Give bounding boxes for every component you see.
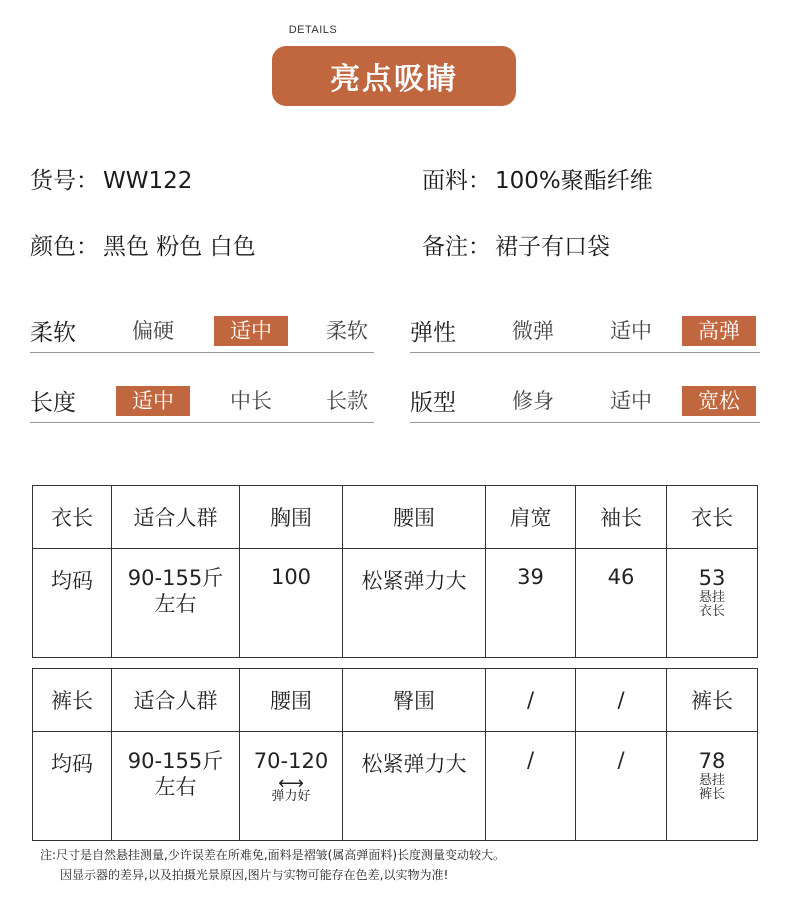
length-value: 78 [698, 749, 726, 773]
people-line: 90-155斤 [127, 566, 224, 590]
empty-cell: / [576, 732, 667, 841]
length-note: 裤长 [698, 787, 725, 802]
attr-fit [410, 376, 760, 423]
remark [422, 228, 610, 261]
attr-name: 长度 [30, 390, 76, 416]
header-cell: 适合人群 [112, 669, 240, 732]
waist-cell: 松紧弹力大 [343, 549, 486, 658]
attr-name: 版型 [410, 390, 456, 416]
header-cell: 臀围 [343, 669, 486, 732]
shoulder-cell: 39 [486, 549, 576, 658]
people-line: 90-155斤 [127, 749, 224, 773]
header-cell: 适合人群 [112, 486, 240, 549]
header-cell: 腰围 [240, 669, 343, 732]
length-cell [667, 732, 758, 841]
sleeve-cell: 46 [576, 549, 667, 658]
people-cell [112, 732, 240, 841]
attr-option: 微弹 [512, 319, 554, 343]
item-number-value: WW122 [103, 168, 193, 194]
fabric-label: 面料： [422, 168, 491, 194]
attr-softness [30, 306, 374, 353]
attr-option-selected: 适中 [214, 316, 288, 346]
table-row [33, 549, 758, 658]
attr-option: 修身 [512, 389, 554, 413]
header-cell: 腰围 [343, 486, 486, 549]
people-line: 左右 [154, 775, 197, 799]
length-cell [667, 549, 758, 658]
length-note: 悬挂 [698, 773, 725, 788]
header-cell: / [486, 669, 576, 732]
attr-option: 柔软 [326, 319, 368, 343]
attr-length [30, 376, 374, 423]
header-cell: 衣长 [33, 486, 112, 549]
waist-note: 弹力好 [271, 789, 311, 804]
hip-cell: 松紧弹力大 [343, 732, 486, 841]
empty-cell: / [486, 732, 576, 841]
header-cell: 衣长 [667, 486, 758, 549]
color-label: 颜色： [30, 234, 99, 260]
length-value: 53 [698, 566, 726, 590]
length-note: 衣长 [698, 604, 725, 619]
table-header-row [33, 486, 758, 549]
table-header-row [33, 669, 758, 732]
header-cell: / [576, 669, 667, 732]
bottom-size-table [32, 668, 758, 841]
note-line-2: 因显示器的差异,以及拍摄光景原因,图片与实物可能存在色差,以实物为准! [60, 868, 449, 882]
item-number-label: 货号： [30, 168, 99, 194]
item-number [30, 162, 192, 195]
header-cell: 裤长 [33, 669, 112, 732]
header-cell: 裤长 [667, 669, 758, 732]
people-line: 左右 [154, 592, 197, 616]
waist-cell [240, 732, 343, 841]
waist-value: 70-120 [253, 749, 329, 773]
chest-cell: 100 [240, 549, 343, 658]
table-row [33, 732, 758, 841]
fabric [422, 162, 653, 195]
fabric-value: 100%聚酯纤维 [495, 168, 653, 194]
header-cell: 肩宽 [486, 486, 576, 549]
color-value: 黑色 粉色 白色 [103, 234, 256, 260]
size-cell: 均码 [33, 549, 112, 658]
section-title: 亮点吸睛 [272, 46, 516, 106]
attr-name: 弹性 [410, 320, 456, 346]
attr-option: 中长 [230, 389, 272, 413]
remark-label: 备注： [422, 234, 491, 260]
details-kicker: DETAILS [288, 24, 338, 36]
attr-name: 柔软 [30, 320, 76, 346]
attr-option: 适中 [610, 319, 652, 343]
attr-option: 长款 [326, 389, 368, 413]
note-line-1: 注:尺寸是自然悬挂测量,少许误差在所难免,面料是褶皱(属高弹面料)长度测量变动较大。 [40, 848, 506, 862]
color [30, 228, 256, 261]
attr-option: 偏硬 [132, 319, 174, 343]
size-cell: 均码 [33, 732, 112, 841]
attr-option-selected: 宽松 [682, 386, 756, 416]
double-arrow-icon: ⟷ [278, 773, 304, 794]
header-cell: 袖长 [576, 486, 667, 549]
attr-option-selected: 高弹 [682, 316, 756, 346]
top-size-table [32, 485, 758, 658]
attr-elasticity [410, 306, 760, 353]
attr-option-selected: 适中 [116, 386, 190, 416]
length-note: 悬挂 [698, 590, 725, 605]
people-cell [112, 549, 240, 658]
remark-value: 裙子有口袋 [495, 234, 610, 260]
header-cell: 胸围 [240, 486, 343, 549]
attr-option: 适中 [610, 389, 652, 413]
